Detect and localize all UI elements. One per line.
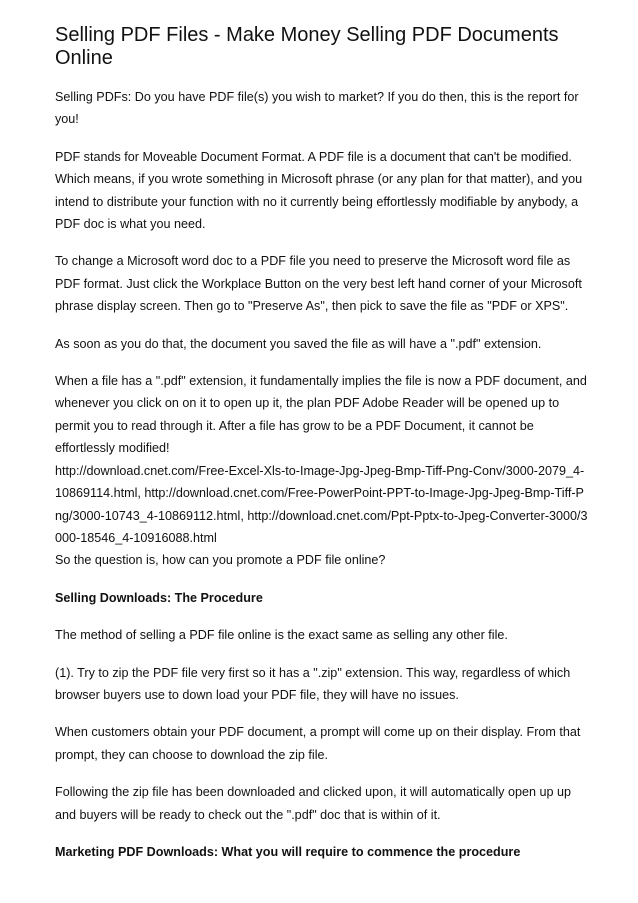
section-heading-marketing: Marketing PDF Downloads: What you will require to commence the procedure	[55, 844, 521, 859]
page-title: Selling PDF Files - Make Money Selling PDF Documents Online	[55, 24, 559, 69]
document-page	[55, 24, 589, 878]
paragraph-intro: Selling PDFs: Do you have PDF file(s) you wish to market? If you do then, this is the report for you!	[55, 90, 579, 127]
cnet-download-links[interactable]: http://download.cnet.com/Free-Excel-Xls-to-Image-Jpg-Jpeg-Bmp-Tiff-Png-Conv/3000-2079_4-10869114.html, http://download.cnet.com/Free-PowerPoint-PPT-to-Image-Jpg-Jpeg-Bmp-Tiff-Png/3000-10743_4-10869112.html, http://download.cnet.com/Ppt-Pptx-to-Jpeg-Converter-3000/3000-18546_4-10916088.html	[55, 463, 588, 545]
paragraph-method: The method of selling a PDF file online is the exact same as selling any other file.	[55, 628, 508, 643]
paragraph-pdf-definition: PDF stands for Moveable Document Format. A PDF file is a document that can't be modified. Which means, if you wrote something in Microsoft phrase (or any plan for that matter), and you intend to distribute your function with no it currently being effortlessly modifiable by anybody, a PDF doc is what you need.	[55, 149, 583, 232]
paragraph-question: So the question is, how can you promote a PDF file online?	[55, 553, 386, 568]
paragraph-extension: As soon as you do that, the document you saved the file as will have a ".pdf" extension.	[55, 336, 542, 351]
paragraph-pdf-explained: When a file has a ".pdf" extension, it fundamentally implies the file is now a PDF document, and whenever you click on on it to open up it, the plan PDF Adobe Reader will be opened up to permit you to read through it. After a file has grow to be a PDF Document, it cannot be effortlessly modified!	[55, 374, 587, 456]
paragraph-convert-instructions: To change a Microsoft word doc to a PDF file you need to preserve the Microsoft word file as PDF format. Just click the Workplace Button on the very best left hand corner of your Microsoft phrase display screen. Then go to "Preserve As", then pick to save the file as "PDF or XPS".	[55, 254, 582, 314]
paragraph-links	[55, 460, 589, 550]
paragraph-step-zip: (1). Try to zip the PDF file very first so it has a ".zip" extension. This way, regardless of which browser buyers use to down load your PDF file, they will have no issues.	[55, 665, 571, 702]
paragraph-zip-open: Following the zip file has been downloaded and clicked upon, it will automatically open up up and buyers will be ready to check out the ".pdf" doc that is within of it.	[55, 785, 571, 822]
paragraph-customer-prompt: When customers obtain your PDF document, a prompt will come up on their display. From that prompt, they can choose to download the zip file.	[55, 725, 581, 762]
section-heading-procedure: Selling Downloads: The Procedure	[55, 590, 263, 605]
